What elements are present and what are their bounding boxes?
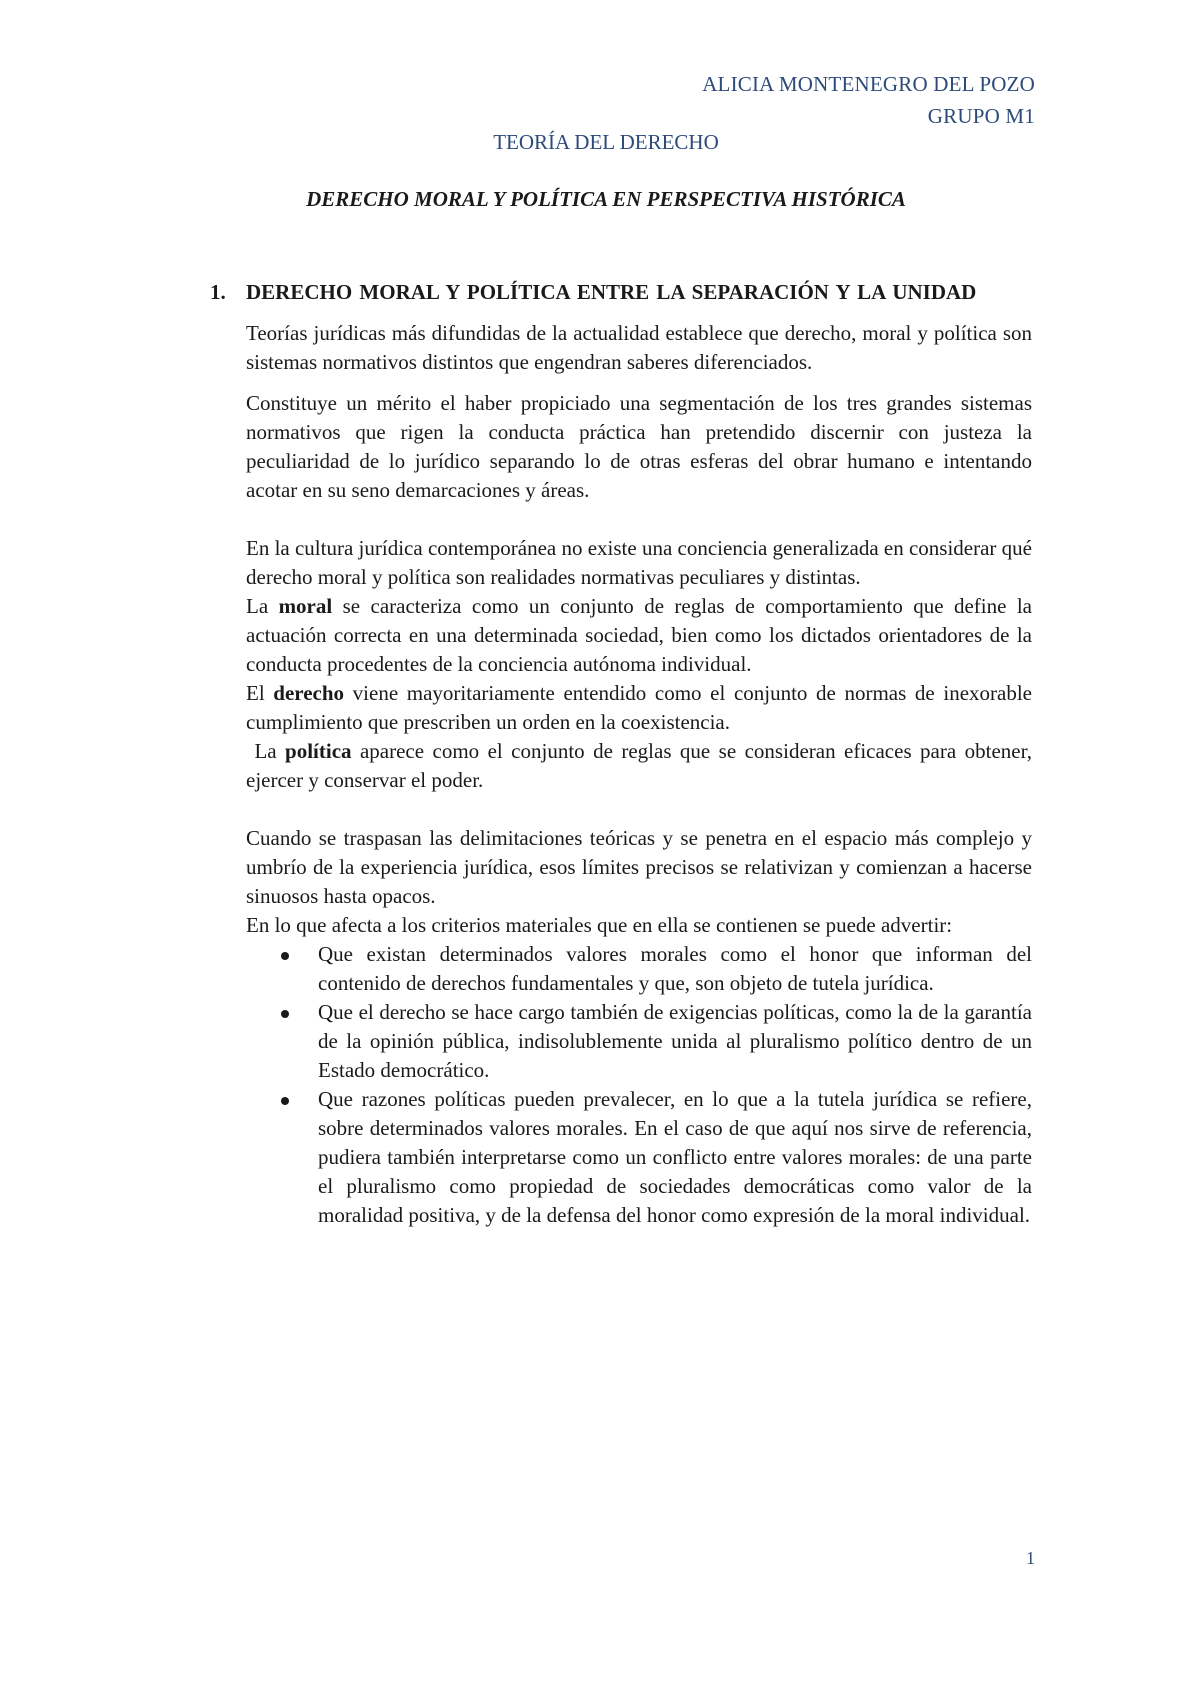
bullet-icon — [281, 1097, 289, 1105]
paragraph-moral — [246, 592, 1032, 679]
list-item-text: Que existan determinados valores morales como el honor que informan del contenido de derechos fundamentales y que, son objeto de tutela jurídica. — [318, 942, 1032, 995]
header-group: GRUPO M1 — [927, 104, 1035, 128]
section-1 — [210, 277, 1038, 1230]
section-number: 1. — [210, 280, 226, 304]
bullet-icon — [281, 1010, 289, 1018]
list-item — [318, 998, 1032, 1085]
page-number: 1 — [1026, 1548, 1035, 1568]
list-item-text: Que el derecho se hace cargo también de exigencias políticas, como la de la garantía de la opinión pública, indisolublemente unida al pluralismo político dentro de un Estado democrático. — [318, 1000, 1032, 1082]
list-item-text: Que razones políticas pueden prevalecer, en lo que a la tutela jurídica se refiere, sobre determinados valores morales. En el caso de que aquí nos sirve de referencia, pudiera también interpretarse como un conflicto entre valores morales: de una parte el pluralismo como propiedad de sociedades democráticas como valor de la moralidad positiva, y de la defensa del honor como expresión de la moral individual. — [318, 1087, 1032, 1227]
paragraph-3: En la cultura jurídica contemporánea no existe una conciencia generalizada en considerar qué derecho moral y política son realidades normativas peculiares y distintas. — [246, 536, 1032, 589]
section-body — [246, 319, 1038, 1230]
header-author: ALICIA MONTENEGRO DEL POZO — [702, 72, 1035, 96]
paragraph-politica — [246, 737, 1038, 795]
section-heading-text: DERECHO MORAL Y POLÍTICA ENTRE LA SEPARACIÓN Y LA UNIDAD — [246, 280, 977, 304]
paragraph-politica-pre: La — [246, 739, 286, 763]
list-item — [318, 940, 1032, 998]
paragraph-7: Cuando se traspasan las delimitaciones teóricas y se penetra en el espacio más complejo y umbrío de la experiencia jurídica, esos límites precisos se relativizan y comienzan a hacerse sinuosos hasta opacos. — [246, 826, 1032, 908]
list-item — [318, 1085, 1032, 1230]
bullet-list — [246, 940, 1032, 1230]
paragraph-derecho-pre: El — [246, 681, 274, 705]
paragraph-politica-post: aparece como el conjunto de reglas que se consideran eficaces para obtener, ejercer y conservar el poder. — [246, 739, 1038, 792]
term-moral: moral — [278, 594, 333, 618]
paragraph-derecho-post: viene mayoritariamente entendido como el conjunto de normas de inexorable cumplimiento que prescriben un orden en la coexistencia. — [246, 681, 1032, 734]
bullet-icon — [281, 952, 289, 960]
paragraph-1: Teorías jurídicas más difundidas de la actualidad establece que derecho, moral y política son sistemas normativos distintos que engendran saberes diferenciados. — [246, 321, 1032, 374]
subject-heading: TEORÍA DEL DERECHO — [493, 130, 719, 154]
section-heading — [210, 277, 1032, 307]
paragraph-derecho — [246, 679, 1032, 737]
paragraph-2: Constituye un mérito el haber propiciado una segmentación de los tres grandes sistemas normativos que rigen la conducta práctica han pretendido discernir con justeza la peculiaridad de lo jurídico separando lo de otras esferas del obrar humano e intentando acotar en su seno demarcaciones y áreas. — [246, 391, 1032, 502]
paragraph-moral-post: se caracteriza como un conjunto de reglas de comportamiento que define la actuación correcta en una determinada sociedad, bien como los dictados orientadores de la conducta procedentes de la conciencia autónoma individual. — [246, 594, 1032, 676]
term-derecho: derecho — [273, 681, 345, 705]
term-politica: política — [285, 739, 352, 763]
paragraph-moral-pre: La — [246, 594, 279, 618]
document-title: DERECHO MORAL Y POLÍTICA EN PERSPECTIVA HISTÓRICA — [306, 187, 906, 211]
paragraph-8: En lo que afecta a los criterios materiales que en ella se contienen se puede advertir: — [246, 913, 953, 937]
